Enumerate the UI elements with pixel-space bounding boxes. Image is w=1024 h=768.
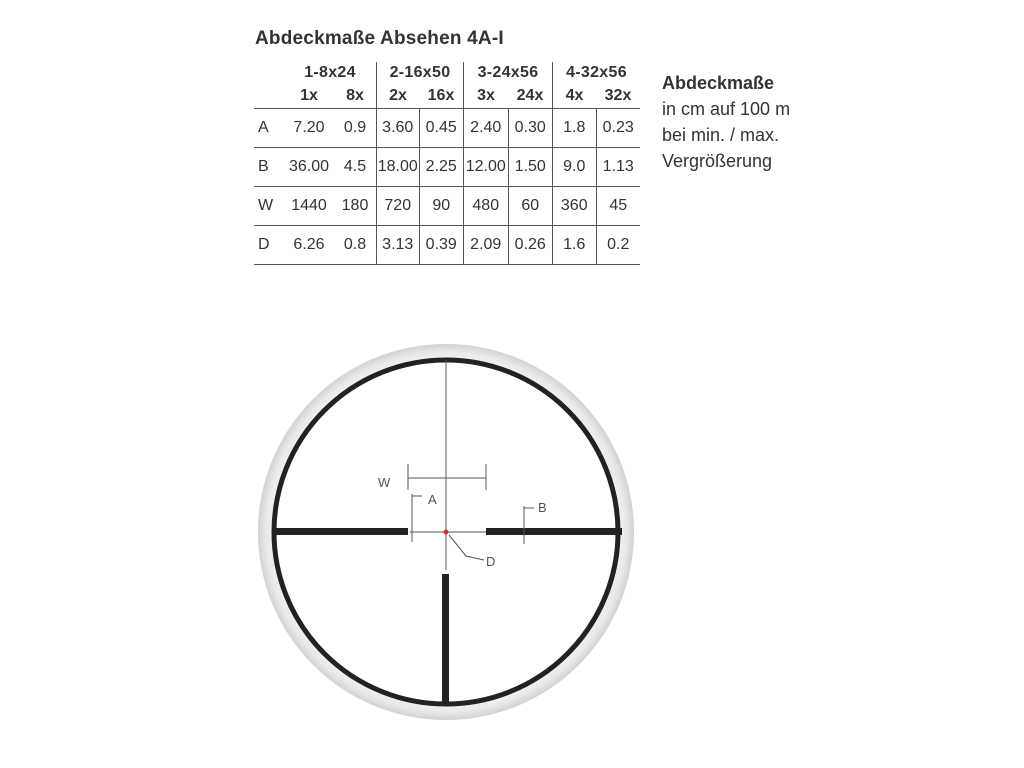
table-cell: 1.8 [553, 109, 597, 148]
table-cell: 45 [596, 187, 640, 226]
right-post [486, 528, 622, 535]
table-cell: 9.0 [553, 148, 597, 187]
table-row [254, 109, 640, 148]
magnification-header: 8x [334, 84, 377, 109]
table-cell: 1440 [284, 187, 334, 226]
row-label: A [254, 109, 284, 148]
magnification-header: 4x [553, 84, 597, 109]
table-cell: 0.23 [596, 109, 640, 148]
left-post [274, 528, 408, 535]
model-header: 4-32x56 [553, 62, 641, 84]
side-note-heading: Abdeckmaße [662, 73, 775, 93]
table-cell: 6.26 [284, 226, 334, 265]
side-note [662, 70, 790, 174]
table-cell: 480 [464, 187, 509, 226]
page-title: Abdeckmaße Absehen 4A-I [255, 28, 504, 49]
table-cell: 3.60 [377, 109, 420, 148]
coverage-table [254, 62, 640, 265]
label-w: W [378, 475, 391, 490]
row-label: W [254, 187, 284, 226]
table-cell: 12.00 [464, 148, 509, 187]
row-label: B [254, 148, 284, 187]
table-cell: 1.50 [508, 148, 553, 187]
table-cell: 1.6 [553, 226, 597, 265]
label-d: D [486, 554, 496, 569]
table-cell: 2.40 [464, 109, 509, 148]
table-cell: 180 [334, 187, 377, 226]
magnification-header: 16x [419, 84, 464, 109]
magnification-header: 3x [464, 84, 509, 109]
label-b: B [538, 500, 547, 515]
table-row [254, 226, 640, 265]
table-cell: 36.00 [284, 148, 334, 187]
model-header: 2-16x50 [377, 62, 464, 84]
table-cell: 0.30 [508, 109, 553, 148]
side-note-line: bei min. / max. [662, 125, 780, 145]
model-header: 1-8x24 [304, 64, 356, 81]
table-row [254, 187, 640, 226]
table-cell: 2.09 [464, 226, 509, 265]
table-row [254, 148, 640, 187]
table-cell: 360 [553, 187, 597, 226]
table-cell: 7.20 [284, 109, 334, 148]
table-cell: 4.5 [334, 148, 377, 187]
magnification-header: 2x [377, 84, 420, 109]
table-cell: 0.45 [419, 109, 464, 148]
model-header: 3-24x56 [464, 62, 553, 84]
table-cell: 18.00 [377, 148, 420, 187]
table-cell: 2.25 [419, 148, 464, 187]
label-a: A [428, 492, 437, 507]
table-cell: 3.13 [377, 226, 420, 265]
bottom-post [442, 574, 449, 704]
magnification-header-row [254, 84, 640, 109]
table-cell: 0.39 [419, 226, 464, 265]
model-header-row [254, 62, 640, 84]
table-cell: 1.13 [596, 148, 640, 187]
table-cell: 720 [377, 187, 420, 226]
magnification-header: 32x [596, 84, 640, 109]
table-cell: 0.2 [596, 226, 640, 265]
table-cell: 0.26 [508, 226, 553, 265]
row-label: D [254, 226, 284, 265]
reticle-diagram [250, 330, 650, 740]
table-cell: 0.8 [334, 226, 377, 265]
side-note-line: Vergrößerung [662, 151, 773, 171]
table-cell: 90 [419, 187, 464, 226]
magnification-header: 24x [508, 84, 553, 109]
magnification-header: 1x [284, 84, 334, 109]
red-dot [444, 530, 449, 535]
table-cell: 60 [508, 187, 553, 226]
table-cell: 0.9 [334, 109, 377, 148]
side-note-line: in cm auf 100 m [662, 99, 791, 119]
